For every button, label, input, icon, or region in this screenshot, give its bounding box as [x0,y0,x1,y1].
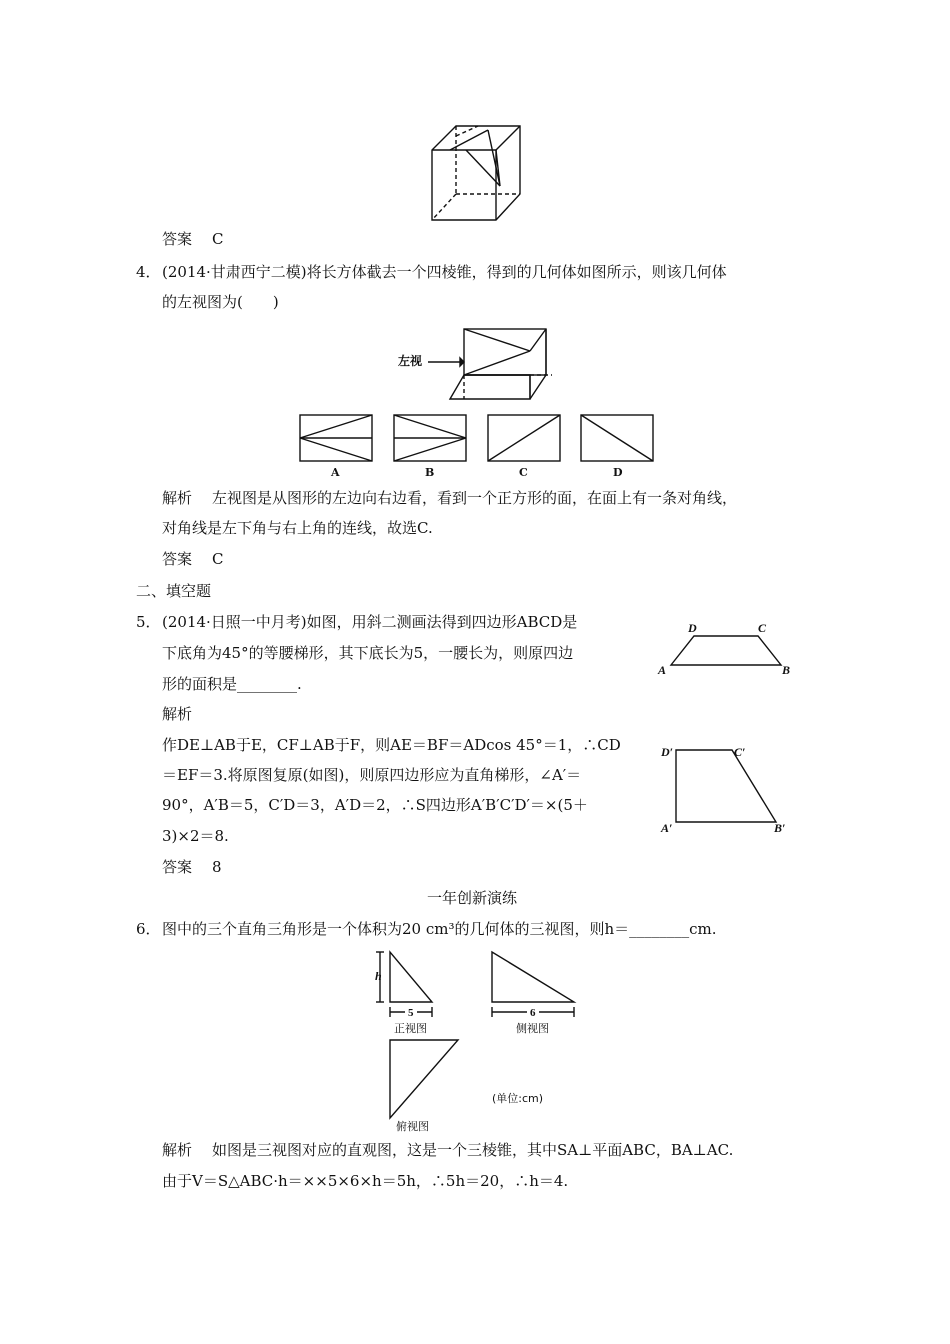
q4-arrow-label: 左视 [398,354,423,368]
q5-fig2-label-a: A′ [661,821,673,835]
q5-right-trapezoid-figure [660,742,796,834]
q5-fig1-label-c: C [758,621,767,635]
q6-analysis-line2: 由于V＝S△ABC·h＝××5×6×h＝5h，∴5h＝20，∴h＝4. [162,1172,569,1190]
q4-option-a-label: A [331,466,340,479]
q4-solid-figure [448,327,554,403]
q5-analysis-line2: ＝EF＝3.将原图复原(如图)，则原四边形应为直角梯形，∠A′＝ [162,766,582,784]
q6-side-caption: 侧视图 [516,1022,549,1035]
q6-unit-caption: (单位:cm) [492,1092,544,1105]
q6-analysis-line1: 如图是三视图对应的直观图，这是一个三棱锥，其中SA⊥平面ABC，BA⊥AC. [212,1141,734,1159]
q4-option-c-label: C [519,466,528,479]
q6-dim-6: 6 [530,1007,536,1019]
q5-number: 5． [136,613,161,631]
q3-cube-figure [430,124,522,224]
section-innovation-heading: 一年创新演练 [427,889,518,907]
q6-top-view-figure [388,1036,468,1132]
q5-fig1-label-d: D [688,621,697,635]
q4-question-line2: 的左视图为( ) [162,293,279,311]
q5-fig2-label-c: C′ [734,745,746,759]
q5-analysis-line4: 3)×2＝8. [162,827,229,845]
q5-question-line1: (2014·日照一中月考)如图，用斜二测画法得到四边形ABCD是 [162,613,578,631]
section-fill-in-heading: 二、填空题 [136,582,212,600]
q4-analysis-line1: 左视图是从图形的左边向右边看，看到一个正方形的面，在面上有一条对角线， [212,489,738,507]
q5-fig2-label-d: D′ [661,745,674,759]
q5-question-line3: 形的面积是________. [162,675,302,693]
q4-number: 4． [136,263,161,281]
q6-question-line1: 图中的三个直角三角形是一个体积为20 cm³的几何体的三视图，则h＝________cm. [162,920,717,938]
q5-analysis-line1: 作DE⊥AB于E，CF⊥AB于F，则AE＝BF＝ADcos 45°＝1，∴CD [162,736,621,754]
q4-analysis-line2: 对角线是左下角与右上角的连线，故选C. [162,519,433,537]
q5-answer-label: 答案 [162,858,193,876]
q5-fig2-label-b: B′ [774,821,786,835]
q4-option-b-figure [393,414,467,462]
q6-dim-h: h [375,969,382,983]
q6-analysis-label: 解析 [162,1141,193,1159]
q4-question-line1: (2014·甘肃西宁二模)将长方体截去一个四棱锥，得到的几何体如图所示，则该几何体 [162,263,727,281]
q6-number: 6． [136,920,161,938]
q6-side-view-figure [488,950,584,1036]
q5-question-line2: 下底角为45°的等腰梯形，其下底长为5，一腰长为，则原四边 [162,644,574,662]
q6-front-view-figure [372,950,444,1036]
q6-front-caption: 正视图 [394,1022,427,1035]
q4-analysis-label: 解析 [162,489,193,507]
q4-option-b-label: B [425,466,435,479]
q4-option-d-label: D [613,466,623,479]
q5-fig1-label-a: A [658,663,667,677]
q5-fig1-label-b: B [782,663,791,677]
q4-option-d-figure [580,414,654,462]
q4-answer-label: 答案 [162,550,193,568]
q6-dim-5: 5 [408,1007,414,1019]
q5-analysis-line3: 90°，A′B＝5，C′D＝3，A′D＝2，∴S四边形A′B′C′D′＝×(5＋ [162,796,588,814]
q3-answer: C [212,230,224,248]
q3-answer-label: 答案 [162,230,193,248]
q5-trapezoid-figure [656,618,796,682]
q4-answer: C [212,550,224,568]
q5-analysis-label: 解析 [162,705,193,723]
q4-option-c-figure [487,414,561,462]
q6-top-caption: 俯视图 [396,1120,429,1133]
q5-answer: 8 [212,858,222,876]
q4-option-a-figure [299,414,373,462]
